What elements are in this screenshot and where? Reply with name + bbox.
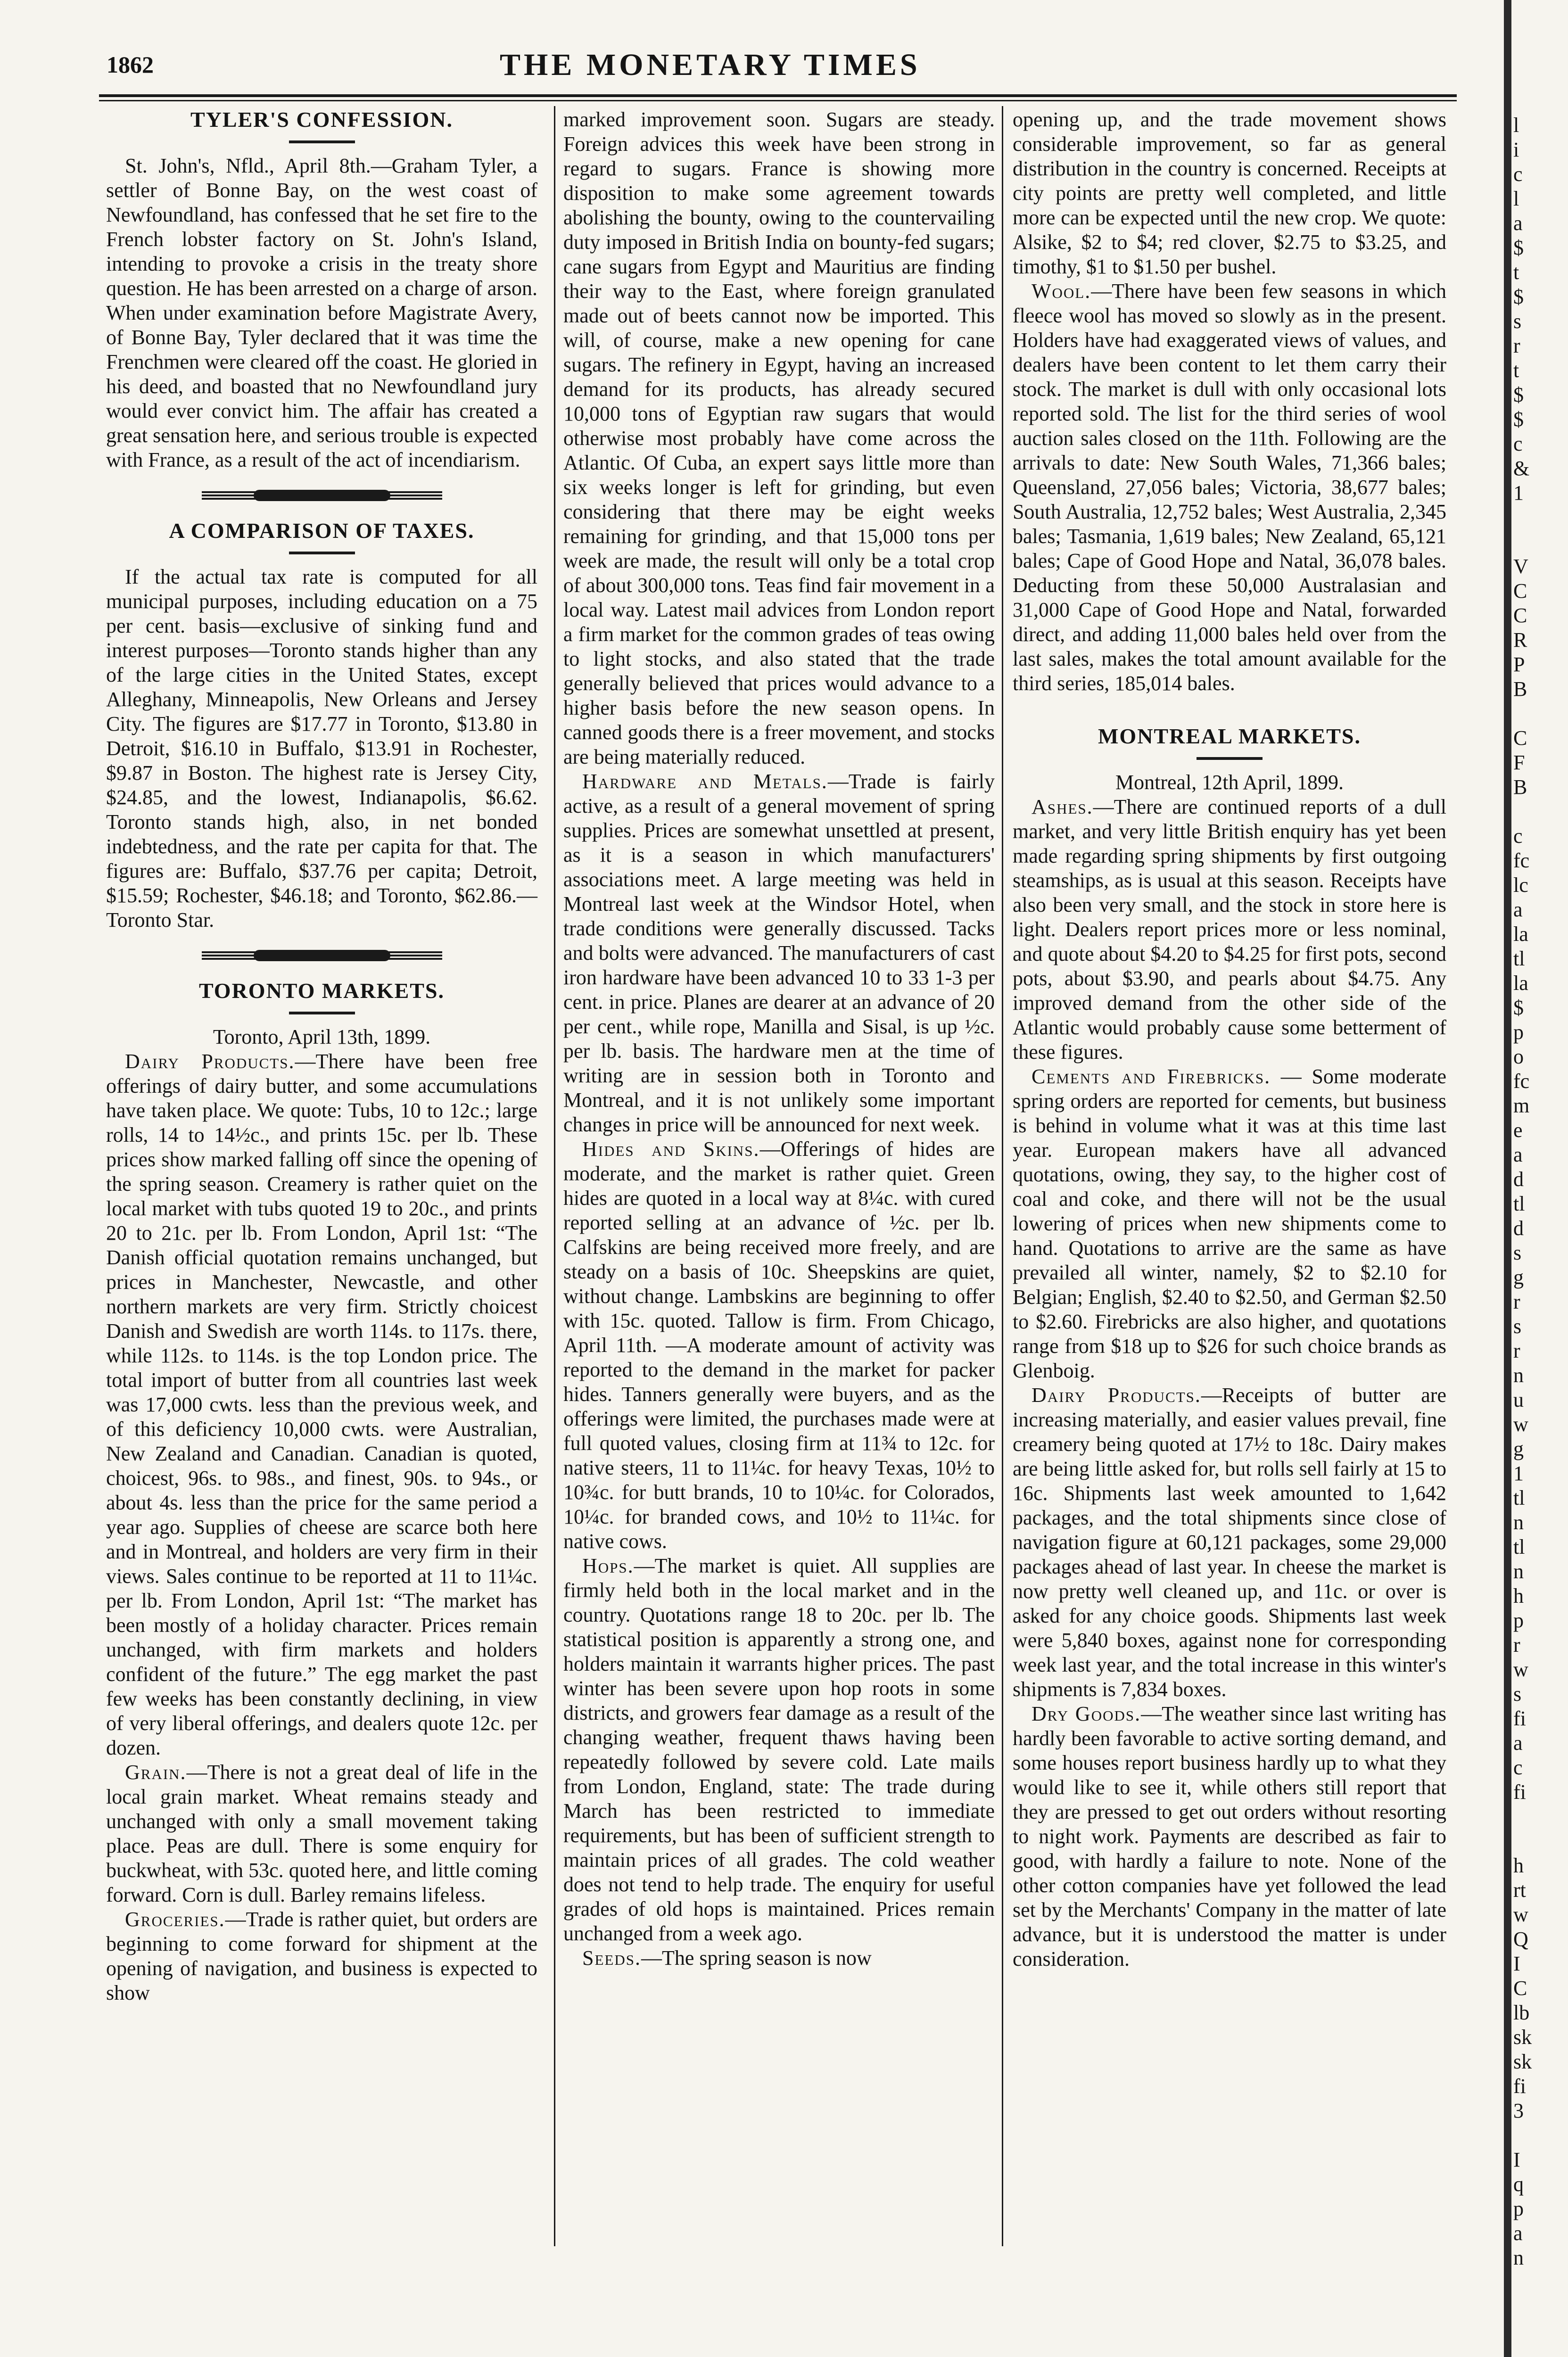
- montreal-dateline: Montreal, 12th April, 1899.: [1115, 771, 1344, 794]
- fragment-line: lb: [1513, 2001, 1530, 2024]
- tyler-article: St. John's, Nfld., April 8th.—Graham Tyler, a settler of Bonne Bay, on the west coast of Newfoundland, has confessed that he set fire to the French lobster factory on St. John's Island, intending to provoke a crisis in the treaty shore question. He has been arrested on a charge of arson. When under examination before Magistrate Avery, of Bonne Bay, Tyler declared that it was time the Frenchmen were cleared off the coast. He gloried in his deed, and boasted that no Newfoundland jury would ever convict him. The affair has created a great sensation here, and serious trouble is expected with France, as a result of the act of incendiarism.: [106, 154, 537, 471]
- fragment-line: $: [1513, 236, 1524, 259]
- fragment-line: 3: [1513, 2099, 1524, 2122]
- seeds-text: —The spring season is now: [641, 1946, 872, 1970]
- fragment-line: t: [1513, 359, 1519, 382]
- tyler-title: TYLER'S CONFESSION.: [190, 107, 453, 132]
- wool-text: —There have been few seasons in which fleece wool has moved so slowly as in the present. Holders have had exaggerated views of values, and dealers have been content to let them carry their stock. The market is dull with only occasional lots reported sold. The list for the third series of wool auction sales closed on the 11th. Following are the arrivals to date: New South Wales, 71,366 bales; Queensland, 27,056 bales; Victoria, 38,677 bales; South Australia, 12,752 bales; West Australia, 2,345 bales; Tasmania, 1,619 bales; New Zealand, 65,121 bales; Cape of Good Hope and Natal, 36,078 bales. Deducting from these 50,000 Australasian and 31,000 Cape of Good Hope and Natal, forwarded direct, and adding 11,000 bales held over from the last sales, makes the total amount available for the third series, 185,014 bales.: [1013, 280, 1446, 695]
- grain-heading: Grain.: [125, 1761, 187, 1784]
- cements-paragraph: [1013, 1064, 1446, 1383]
- title-rule: [289, 140, 355, 143]
- hides-heading: Hides and Skins.: [582, 1137, 760, 1161]
- fragment-line: w: [1513, 1413, 1528, 1436]
- column-rule-2: [1002, 106, 1003, 2246]
- drygoods-heading: Dry Goods.: [1032, 1702, 1141, 1725]
- header-rule-bottom: [99, 100, 1457, 101]
- fragment-line: C: [1513, 726, 1527, 750]
- fragment-line: I: [1513, 2148, 1520, 2171]
- groceries-text: —Trade is rather quiet, but orders are beginning to come forward for shipment at the opening of navigation, and business is expected to show: [106, 1908, 537, 2004]
- fragment-line: R: [1513, 628, 1527, 651]
- fragment-line: [1513, 799, 1565, 824]
- fragment-line: g: [1513, 1437, 1524, 1460]
- fragment-line: tl: [1513, 947, 1525, 970]
- taxes-title: A COMPARISON OF TAXES.: [169, 519, 475, 543]
- fragment-line: fi: [1513, 1707, 1526, 1730]
- toronto-dairy-paragraph: [106, 1049, 537, 1760]
- hardware-paragraph: [563, 769, 995, 1137]
- dairy-text: —Receipts of butter are increasing materially, and easier values prevail, fine creamery being quoted at 17½ to 18c. Dairy makes are being little asked for, but rolls sell fairly at 15 to 16c. Shipments last week amounted to 1,642 packages, and the total shipments since close of navigation figure at 60,121 packages, some 29,000 packages ahead of last year. In cheese the market is now pretty well cleaned up, and 11c. or over is asked for any choice goods. Shipments last week were 5,840 boxes, against none for corresponding week last year, and the total increase in this winter's shipments is 7,834 boxes.: [1013, 1384, 1446, 1701]
- toronto-title: TORONTO MARKETS.: [198, 979, 445, 1003]
- hardware-text: —Trade is fairly active, as a result of a general movement of spring supplies. Prices are somewhat unsettled at present, as it is a season in which manufacturers' associations meet. A large meeting was held in Montreal last week at the Windsor Hotel, when trade conditions were generally discussed. Tacks and bolts were advanced. The manufacturers of cast iron hardware have been advanced 10 to 33 1-3 per cent. in price. Planes are dearer at an advance of 20 per cent., while rope, Manilla and Sisal, is up ½c. per lb. basis. The hardware men at the time of writing are in session both in Toronto and Montreal, and it is not unlikely some important changes in price will be announced for next week.: [563, 770, 995, 1136]
- hides-paragraph: [563, 1137, 995, 1554]
- page-edge: [1504, 0, 1511, 2357]
- hops-text: —The market is quiet. All supplies are firmly held both in the local market and in the country. Quotations range 18 to 20c. per lb. The statistical position is apparently a strong one, and holders maintain it warrants higher prices. The past winter has been severe upon hop roots in some districts, and growers fear damage as a result of the changing weather, frequent thaws having been repeatedly followed by severe cold. Late mails from London, England, state: The trade during March has been restricted to immediate requirements, but has been of sufficient strength to maintain prices of all grades. The cold weather does not tend to help trade. The enquiry for useful grades of old hops is maintained. Prices remain unchanged from a week ago.: [563, 1554, 995, 1945]
- fragment-line: m: [1513, 1094, 1530, 1117]
- fragment-line: e: [1513, 1119, 1523, 1142]
- toronto-grain-paragraph: [106, 1760, 537, 1907]
- fragment-line: rt: [1513, 1879, 1526, 1902]
- wool-paragraph: [1013, 279, 1446, 696]
- fragment-line: sk: [1513, 2026, 1532, 2049]
- fragment-line: la: [1513, 923, 1528, 946]
- hardware-heading: Hardware and Metals.: [582, 770, 828, 793]
- column-rule-1: [554, 106, 555, 2246]
- fragment-line: r: [1513, 334, 1520, 357]
- fragment-line: q: [1513, 2173, 1524, 2196]
- fragment-line: c: [1513, 432, 1523, 455]
- drygoods-paragraph: [1013, 1702, 1446, 1971]
- hops-paragraph: [563, 1554, 995, 1946]
- fragment-line: h: [1513, 1854, 1524, 1877]
- fragment-line: c: [1513, 824, 1523, 848]
- seeds-paragraph: [563, 1946, 995, 1970]
- groceries-heading: Groceries.: [125, 1908, 225, 1931]
- fragment-line: a: [1513, 212, 1523, 235]
- page-number: 1862: [107, 51, 154, 78]
- fragment-line: n: [1513, 1511, 1524, 1534]
- fragment-line: p: [1513, 2197, 1524, 2220]
- ashes-paragraph: [1013, 795, 1446, 1064]
- fragment-line: g: [1513, 1266, 1524, 1289]
- fragment-line: [1513, 2123, 1565, 2148]
- ashes-text: —There are continued reports of a dull market, and very little British enquiry has yet been made regarding spring shipments by first outgoing steamships, as is usual at this season. Receipts have also been very small, and the stock in store here is light. Dealers report prices more or less nominal, and quote about $4.20 to $4.25 for first pots, second pots, about $3.90, and pearls about $4.75. Any improved demand from the other side of the Atlantic would probably cause some betterment of these figures.: [1013, 795, 1446, 1063]
- fragment-line: 1: [1513, 1462, 1524, 1485]
- fragment-line: p: [1513, 1021, 1524, 1044]
- dairy-heading: Dairy Products.: [125, 1050, 295, 1073]
- fragment-line: s: [1513, 1315, 1522, 1338]
- fragment-line: a: [1513, 1143, 1523, 1166]
- fragment-line: C: [1513, 579, 1527, 602]
- fragment-line: [1513, 530, 1565, 554]
- header-rule-top: [99, 94, 1457, 97]
- fragment-line: [1513, 1805, 1565, 1829]
- cements-heading: Cements and Firebricks.: [1032, 1065, 1271, 1088]
- fragment-line: $: [1513, 408, 1524, 431]
- fragment-line: s: [1513, 1682, 1522, 1706]
- fragment-line: a: [1513, 898, 1523, 921]
- fragment-line: r: [1513, 1290, 1520, 1313]
- fragment-line: c: [1513, 163, 1523, 186]
- fragment-line: C: [1513, 604, 1527, 627]
- fragment-line: r: [1513, 1633, 1520, 1656]
- fragment-line: $: [1513, 996, 1524, 1019]
- fragment-line: fc: [1513, 849, 1530, 872]
- fragment-line: s: [1513, 1241, 1522, 1264]
- drygoods-text: —The weather since last writing has hardly been favorable to active sorting demand, and some houses report business hardly up to what they would like to see it, while others still report that they are pressed to get out orders without resorting to night work. Payments are described as fair to good, with hardly a failure to note. None of the other cotton companies have yet followed the lead set by the Merchants' Company in the matter of late advance, but it is understood the matter is under consideration.: [1013, 1702, 1446, 1970]
- cements-text: — Some moderate spring orders are reported for cements, but business is behind in volume what it was at this time last year. European makers have all advanced quotations, owing, they say, to the higher cost of coal and coke, and there will not be the usual lowering of prices when new shipments come to hand. Quotations to arrive are the same as have prevailed all winter, namely, $2 to $2.10 for Belgian; English, $2.40 to $2.50, and German $2.50 to $2.60. Firebricks are also higher, and quotations range from $18 up to $26 for such choice brands as Glenboig.: [1013, 1065, 1446, 1382]
- fragment-line: s: [1513, 310, 1522, 333]
- fragment-line: C: [1513, 1977, 1527, 2000]
- fragment-line: tl: [1513, 1535, 1525, 1558]
- fragment-line: 1: [1513, 481, 1524, 504]
- seeds-continued: opening up, and the trade movement shows considerable improvement, so far as general distribution in the country is concerned. Receipts at city points are pretty well completed, and little more can be expected until the new crop. We quote: Alsike, $2 to $4; red clover, $2.75 to $3.25, and timothy, $1 to $1.50 per bushel.: [1013, 108, 1446, 278]
- fragment-line: &: [1513, 457, 1530, 480]
- fragment-line: d: [1513, 1168, 1524, 1191]
- fragment-line: n: [1513, 2246, 1524, 2269]
- ashes-heading: Ashes.: [1032, 795, 1093, 818]
- fragment-line: i: [1513, 138, 1519, 161]
- fragment-line: tl: [1513, 1486, 1525, 1509]
- fragment-line: p: [1513, 1609, 1524, 1632]
- fragment-line: n: [1513, 1560, 1524, 1583]
- title-rule: [289, 1012, 355, 1014]
- title-rule: [289, 552, 355, 554]
- fragment-line: t: [1513, 261, 1519, 284]
- column-3: [1013, 107, 1446, 1971]
- montreal-title: MONTREAL MARKETS.: [1098, 724, 1361, 748]
- fragment-line: fi: [1513, 2075, 1526, 2098]
- fragment-line: w: [1513, 1658, 1528, 1681]
- fragment-line: B: [1513, 677, 1527, 701]
- fragment-line: [1513, 1829, 1565, 1854]
- fragment-line: $: [1513, 383, 1524, 406]
- montreal-dairy-paragraph: [1013, 1383, 1446, 1702]
- fragment-line: l: [1513, 114, 1519, 137]
- column-1: [106, 107, 537, 2005]
- toronto-dateline: Toronto, April 13th, 1899.: [213, 1025, 431, 1048]
- fragment-line: la: [1513, 972, 1528, 995]
- fragment-line: d: [1513, 1217, 1524, 1240]
- masthead: THE MONETARY TIMES: [500, 48, 921, 82]
- fragment-line: V: [1513, 555, 1528, 578]
- fragment-line: u: [1513, 1388, 1524, 1411]
- fragment-line: B: [1513, 775, 1527, 799]
- dairy-heading: Dairy Products.: [1032, 1384, 1201, 1407]
- fragment-line: a: [1513, 1731, 1523, 1755]
- dairy-text: —There have been free offerings of dairy butter, and some accumulations have taken place. We quote: Tubs, 10 to 12c.; large rolls, 14 to 14½c., and prints 15c. per lb. These prices show marked falling off since the opening of the spring season. Creamery is rather quiet on the local market with tubs quoted 19 to 20c., and prints 20 to 21c. per lb. From London, April 1st: “The Danish official quotation remains unchanged, but prices in Manchester, Newcastle, and other northern markets are very firm. Strictly choicest Danish and Swedish are worth 114s. to 117s. there, while 112s. to 114s. is the top London price. The total import of butter from all countries last week was 17,000 cwts. less than the previous week, and of this deficiency 10,000 cwts. were Australian, New Zealand and Canadian. Canadian is quoted, choicest, 96s. to 98s., and finest, 90s. to 94s., or about 4s. less than the price for the same period a year ago. Supplies of cheese are scarce both here and in Montreal, and holders are very firm in their views. Sales continue to be reported at 11 to 11¼c. per lb. From London, April 1st: “The market has been mostly of a holiday character. Prices remain unchanged, with firm markets and holders confident of the future.” The egg market the past few weeks has been constantly declining, in view of very liberal offerings, and dealers quote 12c. per dozen.: [106, 1050, 537, 1759]
- fragment-line: I: [1513, 1952, 1520, 1975]
- fragment-line: Q: [1513, 1928, 1528, 1951]
- fragment-line: w: [1513, 1903, 1528, 1926]
- fragment-line: fc: [1513, 1070, 1530, 1093]
- seeds-heading: Seeds.: [582, 1946, 641, 1970]
- fragment-line: [1513, 505, 1565, 530]
- toronto-groceries-paragraph: [106, 1907, 537, 2005]
- taxes-article: If the actual tax rate is computed for all municipal purposes, including education on a 75 per cent. basis—exclusive of sinking fund and interest purposes—Toronto stands higher than any of the large cities in the United States, except Alleghany, Minneapolis, New Orleans and Jersey City. The figures are $17.77 in Toronto, $13.80 in Detroit, $16.10 in Buffalo, $13.91 in Rochester, $9.87 in Boston. The highest rate is Jersey City, $24.85, and the lowest, Indianapolis, $6.62. Toronto stands high, also, in net bonded indebtedness, and the rate per capita for that. The figures are: Buffalo, $37.76 per capita; Detroit, $15.59; Rochester, $46.18; and Toronto, $62.86.—Toronto Star.: [106, 565, 537, 931]
- fragment-line: $: [1513, 285, 1524, 308]
- hides-text: —Offerings of hides are moderate, and the market is rather quiet. Green hides are quoted in a local way at 8¼c. with cured reported selling at an advance of ½c. per lb. Calfskins are being received more freely, and are steady on a basis of 10c. Sheepskins are quiet, without change. Lambskins are beginning to offer with 15c. quoted. Tallow is firm. From Chicago, April 11th. —A moderate amount of activity was reported to the demand in the market for packer hides. Tanners generally were buyers, and as the offerings were limited, the purchases made were at full quoted values, closing firm at 11¾ to 12c. for native steers, 11 to 11¼c. for heavy Texas, 10½ to 10¾c. for butt brands, 10 to 10¼c. for Colorados, 10¼c. for branded cows, and 10½ to 11¼c. for native cows.: [563, 1137, 995, 1553]
- fragment-line: r: [1513, 1339, 1520, 1362]
- fragment-line: tl: [1513, 1192, 1525, 1215]
- fragment-line: l: [1513, 187, 1519, 210]
- grain-text: —There is not a great deal of life in the local grain market. Wheat remains steady and unchanged with only a small movement taking place. Peas are dull. There is some enquiry for buckwheat, with 53c. quoted here, and little coming forward. Corn is dull. Barley remains lifeless.: [106, 1761, 537, 1906]
- fragment-line: F: [1513, 751, 1525, 774]
- title-rule: [1197, 757, 1263, 760]
- wool-heading: Wool.: [1032, 280, 1091, 303]
- fragment-line: sk: [1513, 2050, 1532, 2073]
- fragment-line: n: [1513, 1364, 1524, 1387]
- hops-heading: Hops.: [582, 1554, 634, 1577]
- column-2: [563, 107, 995, 1970]
- fragment-line: fi: [1513, 1780, 1526, 1804]
- section-separator: [202, 951, 442, 960]
- fragment-line: P: [1513, 653, 1525, 676]
- fragment-line: c: [1513, 1756, 1523, 1779]
- fragment-line: a: [1513, 2222, 1523, 2245]
- groceries-continued: marked improvement soon. Sugars are steady. Foreign advices this week have been strong in regard to sugars. France is showing more disposition to make some agreement towards abolishing the bounty, owing to the countervailing duty imposed in British India on bounty-fed sugars; cane sugars from Egypt and Mauritius are finding their way to the East, where foreign granulated made out of beets cannot now be imported. This will, of course, make a new opening for cane sugars. The refinery in Egypt, having an increased demand for its products, has already secured 10,000 tons of Egyptian raw sugars that would otherwise most probably have come across the Atlantic. Of Cuba, an expert says little more than six weeks longer is left for grinding, but even considering that there may be eight weeks remaining for grinding, and that 15,000 tons per week are made, the result will only be a total crop of about 300,000 tons. Teas find fair movement in a local way. Latest mail advices from London report a firm market for the common grades of teas owing to light stocks, and also stated that the trade generally believed that prices would advance to a higher basis before the new season opens. In canned goods there is a freer movement, and stocks are being materially reduced.: [563, 108, 995, 768]
- section-separator: [202, 491, 442, 500]
- cropped-next-column: [1513, 113, 1565, 2270]
- fragment-line: h: [1513, 1584, 1524, 1607]
- fragment-line: o: [1513, 1045, 1524, 1068]
- fragment-line: lc: [1513, 874, 1528, 897]
- fragment-line: [1513, 701, 1565, 726]
